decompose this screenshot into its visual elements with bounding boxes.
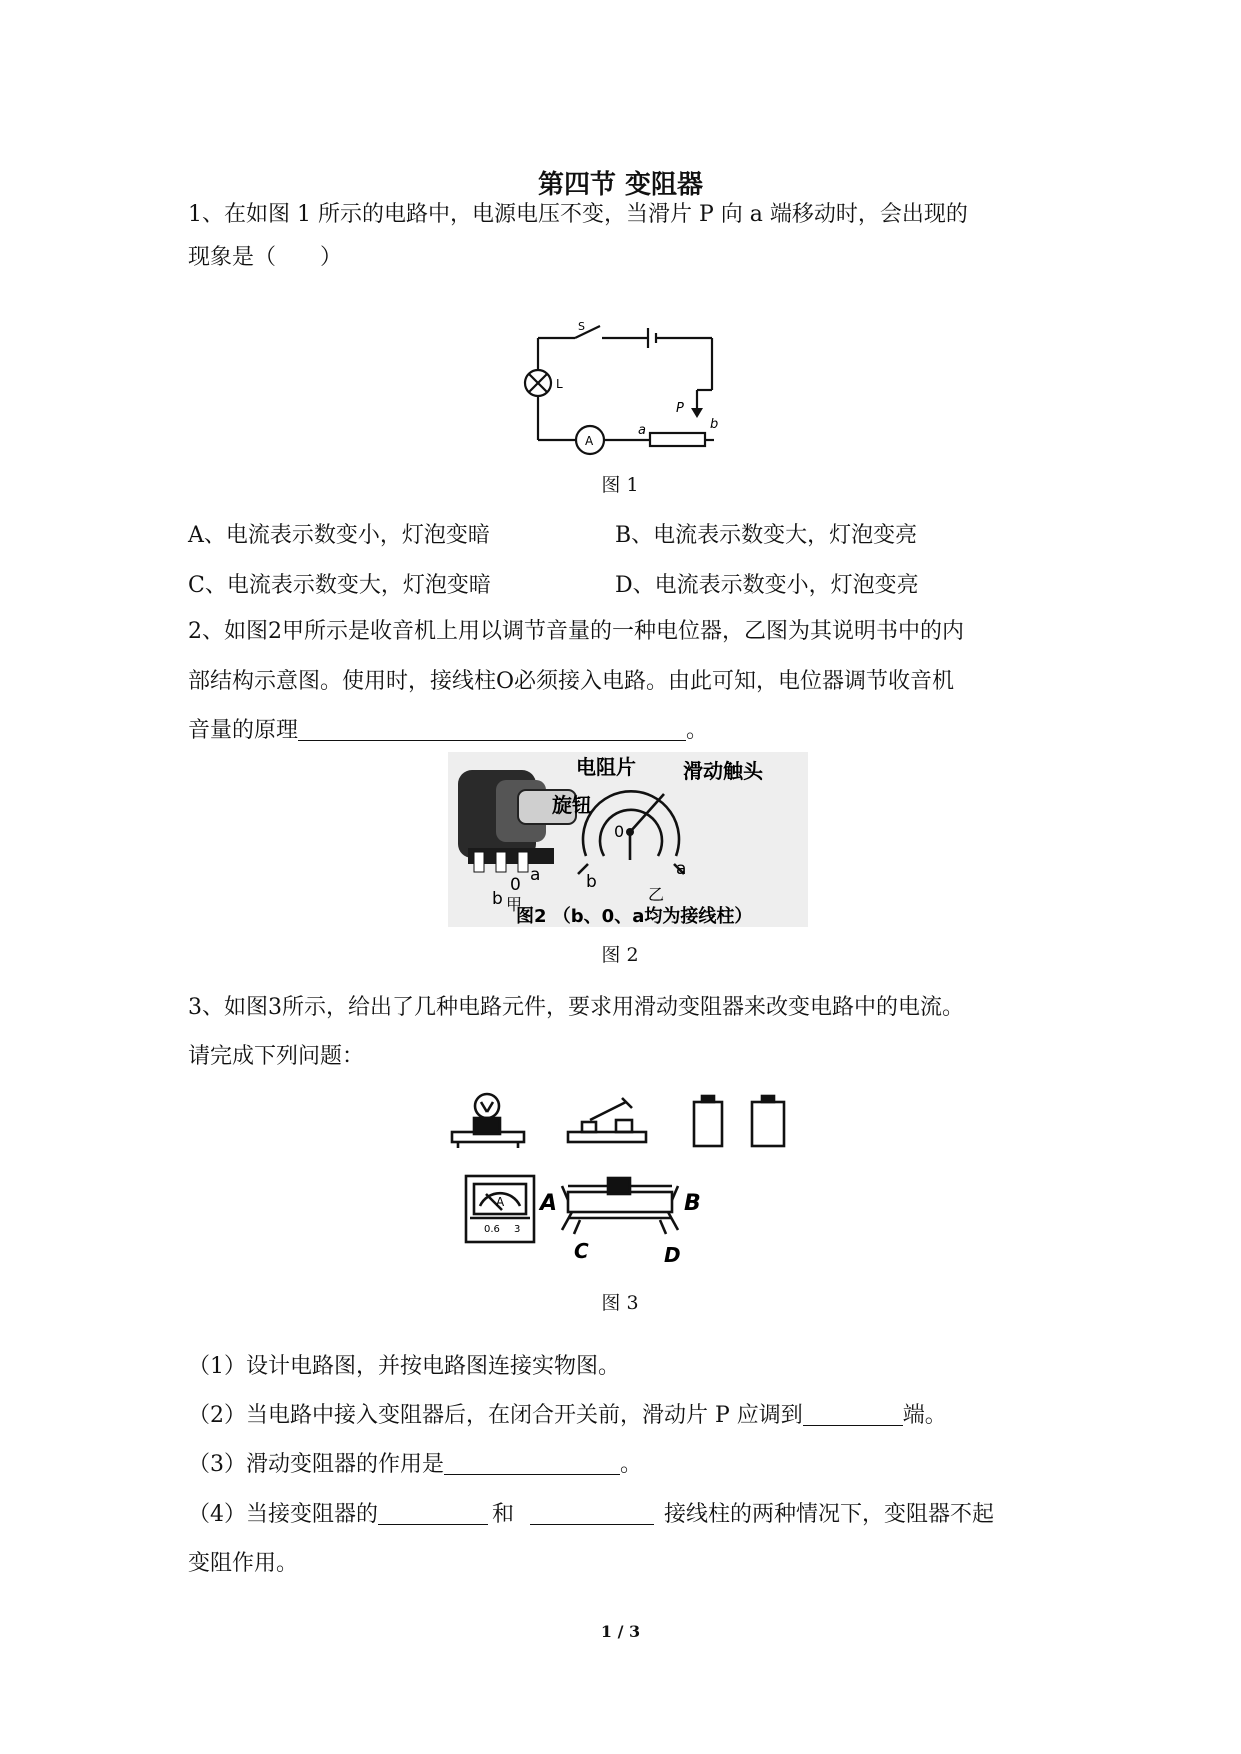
switch-component xyxy=(568,1098,646,1142)
q3-text-line2: 请完成下列问题： xyxy=(188,1044,365,1069)
fig1-label-a: a xyxy=(638,423,646,438)
q2-answer-blank[interactable] xyxy=(298,716,686,741)
fig1-label-ammeter: A xyxy=(585,434,594,448)
fig3-terminal-c: C xyxy=(574,1239,589,1263)
fig2-label-o-right: 0 xyxy=(614,822,625,841)
q2-text-line2: 部结构示意图。使用时，接线柱O必须接入电路。由此可知，电位器调节收音机 xyxy=(188,669,955,694)
fig2-label-knob: 旋钮 xyxy=(552,793,592,817)
fig3-meter-label: A xyxy=(496,1195,505,1209)
figure-1-caption: 图 1 xyxy=(601,474,639,496)
q3-sub4-prefix: （4）当接变阻器的 xyxy=(188,1502,378,1527)
q3-sub2-suffix: 端。 xyxy=(902,1403,947,1428)
q3-sub4-mid: 和 xyxy=(492,1502,515,1527)
fig1-label-p: P xyxy=(676,401,684,416)
fig2-label-b-left: b xyxy=(492,889,503,909)
fig2-label-o-left: 0 xyxy=(510,875,521,895)
figure-2-caption: 图 2 xyxy=(601,944,639,966)
q3-sub3 xyxy=(188,1450,642,1480)
fig3-terminal-a: A xyxy=(540,1191,558,1216)
fig1-label-lamp: L xyxy=(556,377,563,391)
fig1-label-b: b xyxy=(710,417,719,432)
figure-2-potentiometer xyxy=(448,752,808,927)
q2-text-line1: 2、如图2甲所示是收音机上用以调节音量的一种电位器，乙图为其说明书中的内 xyxy=(188,619,964,644)
battery-component-1 xyxy=(694,1096,722,1146)
figure-3-components xyxy=(440,1090,820,1275)
q3-sub4-blank-2[interactable] xyxy=(530,1500,654,1525)
q3-sub3-prefix: （3）滑动变阻器的作用是 xyxy=(188,1452,444,1477)
q2-line3-prefix: 音量的原理 xyxy=(188,718,299,743)
page-number: 1 / 3 xyxy=(600,1622,641,1641)
rheostat-component xyxy=(562,1178,678,1234)
fig2-label-a-left: a xyxy=(530,865,541,885)
q3-sub2-blank[interactable] xyxy=(803,1401,903,1426)
lamp-component xyxy=(452,1094,524,1148)
fig2-label-a-right: a xyxy=(676,859,687,879)
q3-sub2 xyxy=(188,1401,947,1431)
figure-1-circuit xyxy=(510,320,730,460)
fig2-label-b-right: b xyxy=(586,872,597,892)
fig1-label-switch: S xyxy=(578,320,585,333)
page-title: 第四节 变阻器 xyxy=(537,170,704,200)
fig2-label-yi: 乙 xyxy=(648,885,665,904)
q3-sub2-prefix: （2）当电路中接入变阻器后，在闭合开关前，滑动片 P 应调到 xyxy=(188,1403,803,1428)
q1-text-line2: 现象是（ ） xyxy=(188,245,343,270)
figure-3-caption: 图 3 xyxy=(601,1292,639,1314)
fig3-meter-scale-right: 3 xyxy=(514,1224,521,1235)
q3-sub4 xyxy=(188,1500,994,1530)
fig2-inner-caption: 图2 （b、0、a均为接线柱） xyxy=(516,906,753,927)
fig2-label-jia: 甲 xyxy=(506,895,523,914)
q3-sub4-line2: 变阻作用。 xyxy=(188,1551,299,1576)
fig3-terminal-d: D xyxy=(664,1243,681,1267)
q3-sub4-suffix: 接线柱的两种情况下，变阻器不起 xyxy=(664,1502,995,1527)
q3-sub4-blank-1[interactable] xyxy=(378,1500,488,1525)
q1-option-b: B、电流表示数变大，灯泡变亮 xyxy=(615,523,918,548)
q1-option-a: A、电流表示数变小，灯泡变暗 xyxy=(188,523,490,548)
q1-text-line1: 1、在如图 1 所示的电路中，电源电压不变，当滑片 P 向 a 端移动时，会出现的 xyxy=(188,202,968,227)
q3-sub3-blank[interactable] xyxy=(444,1450,620,1475)
q3-sub1: （1）设计电路图，并按电路图连接实物图。 xyxy=(188,1354,620,1379)
q2-line3-suffix: 。 xyxy=(686,718,709,743)
fig2-label-resistor: 电阻片 xyxy=(576,755,636,779)
q1-option-d: D、电流表示数变小，灯泡变亮 xyxy=(615,573,919,598)
fig3-terminal-b: B xyxy=(684,1191,701,1216)
fig3-meter-scale-left: 0.6 xyxy=(484,1224,500,1235)
q3-text-line1: 3、如图3所示，给出了几种电路元件，要求用滑动变阻器来改变电路中的电流。 xyxy=(188,995,964,1020)
battery-component-2 xyxy=(752,1096,784,1146)
q1-option-c: C、电流表示数变大，灯泡变暗 xyxy=(188,573,491,598)
fig2-label-slider: 滑动触头 xyxy=(683,759,763,783)
ammeter-component xyxy=(466,1176,534,1242)
q3-sub3-suffix: 。 xyxy=(620,1452,643,1477)
q2-text-line3 xyxy=(188,716,708,746)
